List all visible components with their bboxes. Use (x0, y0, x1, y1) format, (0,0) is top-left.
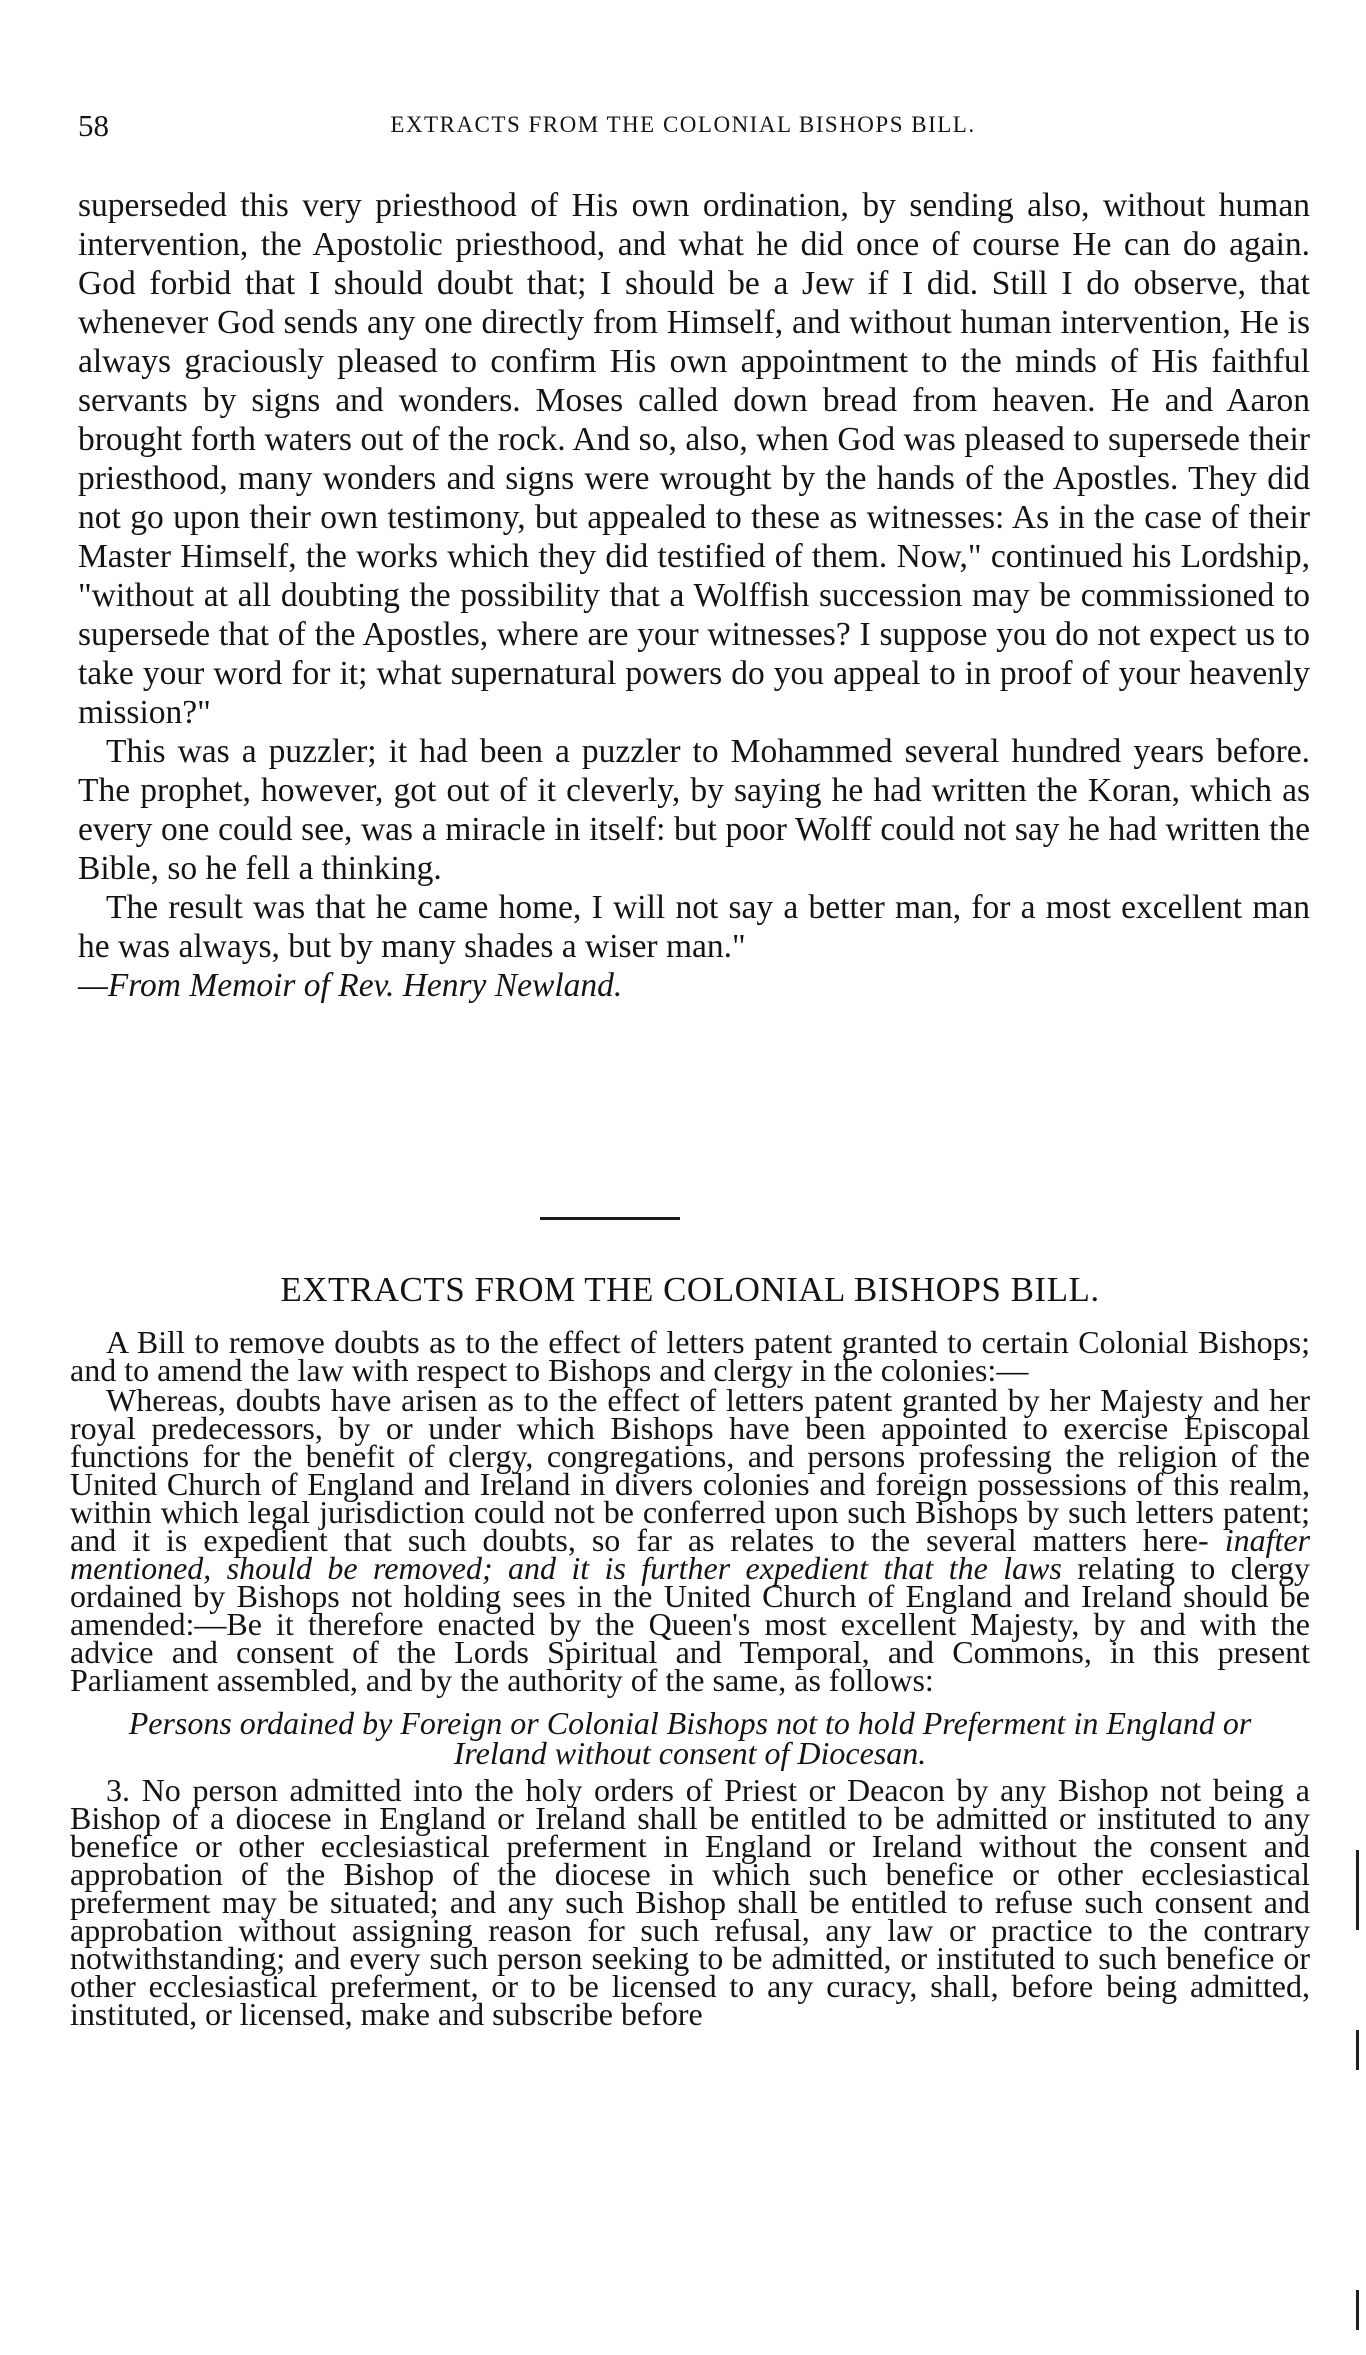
clause-3: 3. No person admitted into the holy orders of Priest or Deacon by any Bishop not being a Bishop of a diocese in England or Ireland shall be entitled to be admitted or instituted to any benefice or other ecclesiastical preferment in England or Ireland without the consent and approbation of the Bishop of the diocese in which such benefice or other ecclesiastical preferment may be situated; and any such Bishop shall be entitled to refuse such consent and approbation without assigning reason for such refusal, any law or practice to the contrary notwithstanding; and every such person seeking to be admitted, or instituted to such benefice or other ecclesiastical preferment, or to be licensed to any curacy, shall, before being admitted, instituted, or licensed, make and subscribe before (70, 1772, 1310, 2032)
section-divider (540, 1217, 680, 1220)
bill-preamble (70, 1382, 1311, 1698)
clause-heading: Persons ordained by Foreign or Colonial Bishops not to hold Preferment in England or Ireland without consent of Diocesan. (128, 1705, 1252, 1771)
section-title: EXTRACTS FROM THE COLONIAL BISHOPS BILL. (280, 1270, 1100, 1309)
page-number: 58 (78, 108, 109, 143)
page-edge-mark (1356, 2030, 1359, 2070)
page-header (78, 108, 1288, 148)
page-edge-mark (1356, 1850, 1359, 1930)
memoir-paragraph-3: The result was that he came home, I will not say a better man, for a most excellent man he was always, but by many shades a wiser man." (78, 889, 1310, 965)
memoir-source: —From Memoir of Rev. Henry Newland. (78, 967, 623, 1004)
memoir-extract (78, 186, 1310, 1005)
bill-preamble-part-2: relating to clergy ordained by Bishops not holding sees in the United Church of England and Ireland should be amended:—Be it therefore enacted by the Queen's most excellent Majesty, by and with the advice and consent of the Lords Spiritual and Temporal, and Commons, in this present Parliament assembled, and by the authority of the same, as follows: (70, 1550, 1311, 1698)
memoir-paragraph-2: This was a puzzler; it had been a puzzler to Mohammed several hundred years before. The prophet, however, got out of it cleverly, by saying he had written the Koran, which as every one could see, was a miracle in itself: but poor Wolff could not say he had written the Bible, so he fell a thinking. (78, 733, 1310, 887)
running-head: EXTRACTS FROM THE COLONIAL BISHOPS BILL. (390, 112, 976, 137)
memoir-paragraph-1: superseded this very priesthood of His own ordination, by sending also, without human intervention, the Apostolic priesthood, and what he did once of course He can do again. God forbid that I should doubt that; I should be a Jew if I did. Still I do observe, that whenever God sends any one directly from Himself, and without human intervention, He is always graciously pleased to confirm His own appointment to the minds of His faithful servants by signs and wonders. Moses called down bread from heaven. He and Aaron brought forth waters out of the rock. And so, also, when God was pleased to supersede their priesthood, many wonders and signs were wrought by the hands of the Apostles. They did not go upon their own testimony, but appealed to these as witnesses: As in the case of their Master Himself, the works which they did testified of them. Now," continued his Lordship, "without at all doubting the possibility that a Wolffish succession may be commissioned to supersede that of the Apostles, where are your witnesses? I suppose you do not expect us to take your word for it; what supernatural powers do you appeal to in proof of your heavenly mission?" (78, 187, 1310, 731)
page-edge-mark (1356, 2290, 1359, 2330)
colonial-bishops-bill-section (70, 1270, 1311, 2032)
bill-intro: A Bill to remove doubts as to the effect of letters patent granted to certain Colonial Bishops; and to amend the law with respect to Bishops and clergy in the colonies:— (70, 1324, 1310, 1388)
bill-preamble-italic: inafter mentioned, should be removed; and it is further expedient that the laws (70, 1522, 1311, 1586)
bill-preamble-part-1: Whereas, doubts have arisen as to the effect of letters patent granted by her Majesty and her royal predecessors, by or under which Bishops have been appointed to exercise Episcopal functions for the benefit of clergy, congregations, and persons professing the religion of the United Church of England and Ireland in divers colonies and foreign possessions of this realm, within which legal jurisdiction could not be conferred upon such Bishops by such letters patent; and it is expedient that such doubts, so far as relates to the several matters here- (70, 1382, 1310, 1558)
